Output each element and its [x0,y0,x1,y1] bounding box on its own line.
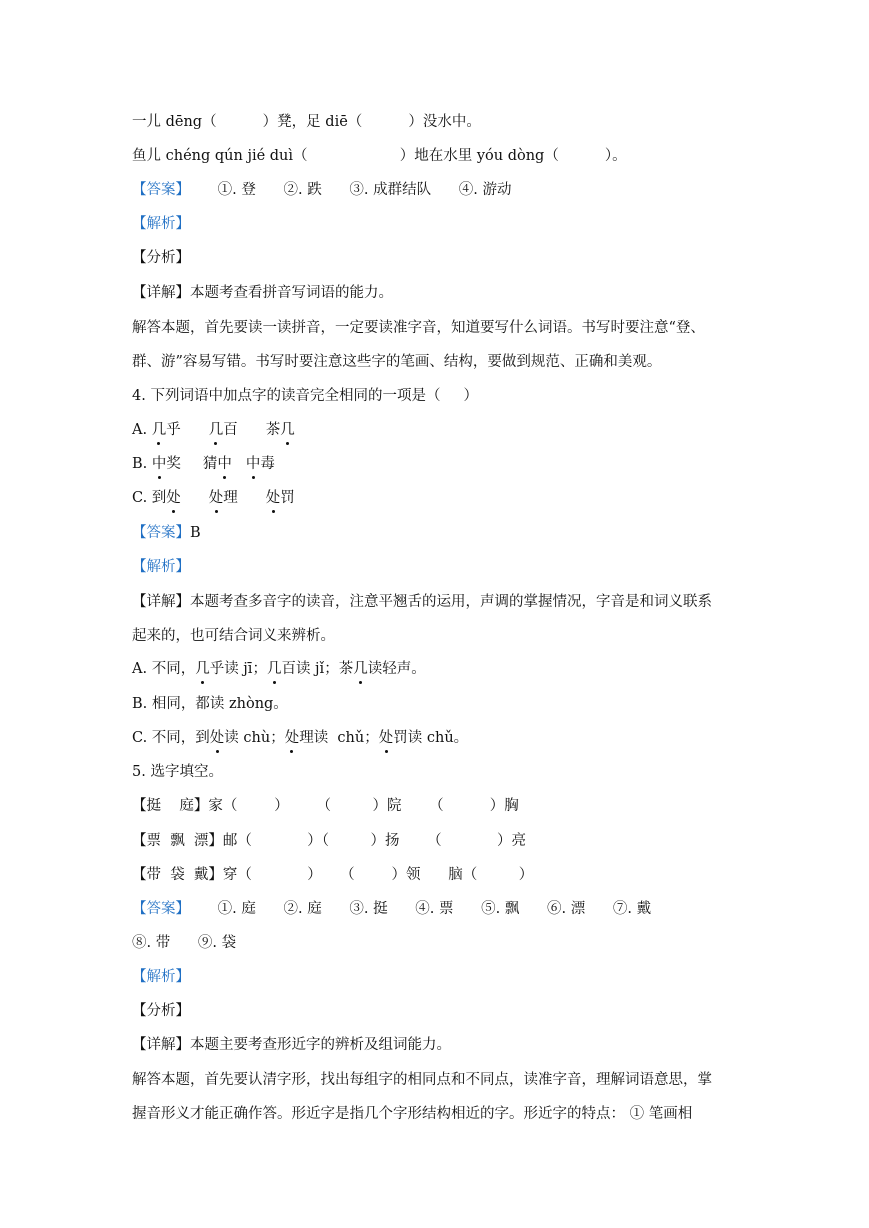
answer-label: 【答案】 [132,901,190,917]
dotted-char: 几 [195,661,210,677]
dotted-char: 几 [266,661,282,677]
pinyin-question-line-1: 一儿 dēng（ ）凳，足 diē（ ）没水中。 [132,114,481,130]
text: 百读 jǐ；茶 [281,661,354,677]
fill-row-1: 【挺 庭】家（ ） （ ）院 （ ）胸 [132,798,519,814]
char: 茶 [265,422,281,438]
dotted-char: 几 [151,422,167,438]
char: 猜 [202,456,218,472]
explanation-line-1: 解答本题，首先要读一读拼音，一定要读准字音，知道要写什么词语。书写时要注意“登、 [132,320,705,336]
explanation-q5-line-2: 握音形义才能正确作答。形近字是指几个字形结构相近的字。形近字的特点： ① 笔画相 [132,1106,693,1122]
answer-text: ①. 登 ②. 跌 ③. 成群结队 ④. 游动 [190,182,512,198]
text: 乎读 jī； [209,661,267,677]
pinyin-question-line-2: 鱼儿 chéng qún jié duì（ ）地在水里 yóu dòng（ ）。 [132,148,627,164]
dotted-char: 处 [378,730,394,746]
option-c [132,488,752,508]
text: 理读 chǔ； [299,730,379,746]
char: 毒 [260,456,275,472]
option-b [132,454,752,474]
answer-text: ①. 庭 ②. 庭 ③. 挺 ④. 票 ⑤. 飘 ⑥. 漂 ⑦. 戴 [190,901,652,917]
dotted-char: 几 [353,661,368,677]
fill-row-3: 【带 袋 戴】穿（ ） （ ）领 脑（ ） [132,867,534,883]
dotted-char: 中 [151,456,167,472]
fill-row-2: 【票 飘 漂】邮（ ）（ ）扬 （ ）亮 [132,833,526,849]
question-4-title: 4. 下列词语中加点字的读音完全相同的一项是（ ） [132,388,478,404]
explanation-line-2: 群、游”容易写错。书写时要注意这些字的笔画、结构，要做到规范、正确和美观。 [132,354,662,370]
answer-row-q4 [132,523,752,543]
answer-row-q5-cont: ⑧. 带 ⑨. 袋 [132,935,237,951]
char: 百 [223,422,238,438]
text: C. 不同，到 [132,730,210,746]
text: A. 不同， [132,661,196,677]
text: 读 chù； [224,730,285,746]
answer-row-q5 [132,899,752,919]
option-prefix: A. [132,422,152,438]
answer-label: 【答案】 [132,182,190,198]
explain-a [132,659,752,679]
text: 读轻声。 [367,661,426,677]
dotted-char: 中 [217,456,232,472]
explain-c [132,728,752,748]
question-5-title: 5. 选字填空。 [132,764,223,780]
char: 到 [151,490,167,506]
char: 乎 [166,422,181,438]
char: 奖 [166,456,181,472]
text: 罚读 chǔ。 [393,730,469,746]
dotted-char: 处 [208,490,224,506]
answer-row-q3 [132,180,752,200]
fenxi-label: 【分析】 [132,250,190,266]
dotted-char: 处 [209,730,225,746]
answer-label: 【答案】 [132,525,190,541]
answer-text: B [190,525,201,541]
explanation-q5-line-1: 解答本题，首先要认清字形，找出每组字的相同点和不同点，读准字音，理解词语意思，掌 [132,1072,712,1088]
option-prefix: C. [132,490,152,506]
char: 罚 [280,490,295,506]
dotted-char: 几 [280,422,295,438]
dotted-char: 处 [166,490,181,506]
dotted-char: 中 [245,456,261,472]
detail-q3: 【详解】本题考查看拼音写词语的能力。 [132,285,393,301]
detail-q4-line-1: 【详解】本题考查多音字的读音，注意平翘舌的运用，声调的掌握情况，字音是和词义联系 [132,594,712,610]
fenxi-label: 【分析】 [132,1003,190,1019]
detail-q5: 【详解】本题主要考查形近字的辨析及组词能力。 [132,1037,451,1053]
analysis-label: 【解析】 [132,969,190,985]
dotted-char: 处 [265,490,281,506]
dotted-char: 处 [284,730,300,746]
option-prefix: B. [132,456,152,472]
dotted-char: 几 [208,422,224,438]
option-a [132,420,752,440]
analysis-label: 【解析】 [132,559,190,575]
char: 理 [223,490,238,506]
analysis-label: 【解析】 [132,216,190,232]
explain-b: B. 相同，都读 zhòng。 [132,696,288,712]
detail-q4-line-2: 起来的，也可结合词义来辨析。 [132,628,335,644]
